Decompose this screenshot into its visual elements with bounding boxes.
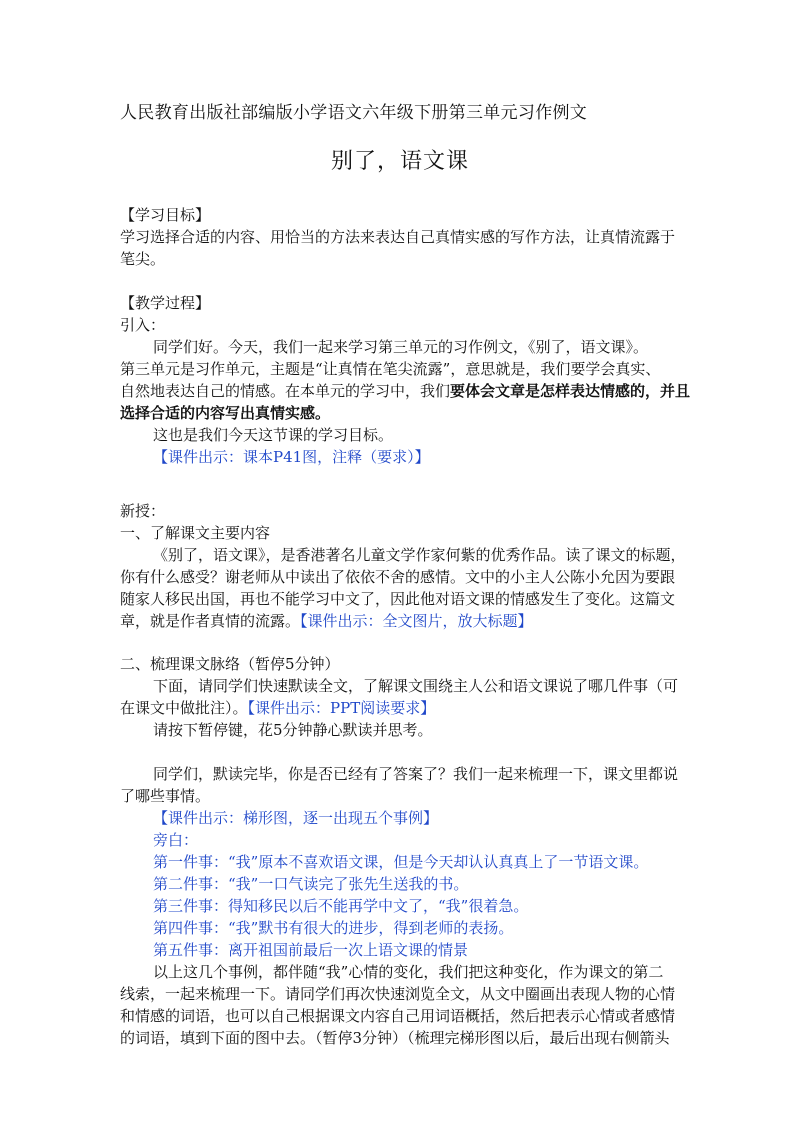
paragraph-line: 请按下暂停键，花5分钟静心默读并思考。 <box>153 721 433 739</box>
goals-text-line: 笔尖。 <box>120 250 166 268</box>
new-lesson-label: 新授： <box>120 502 166 520</box>
paragraph-line <box>120 697 435 719</box>
paragraph-line: 的词语，填到下面的图中去。（暂停3分钟）（梳理完梯形图以后，最后出现右侧箭头 <box>120 1029 670 1047</box>
paragraph-line: 第三单元是习作单元，主题是“让真情在笔尖流露”，意思就是，我们要学会真实、 <box>120 360 661 378</box>
paragraph-line: 以上这几个事例，都伴随“我”心情的变化，我们把这种变化，作为课文的第二 <box>153 963 664 981</box>
section-heading: 二、梳理课文脉络（暂停5分钟） <box>120 655 340 673</box>
paragraph-line: 同学们好。今天，我们一起来学习第三单元的习作例文，《别了，语文课》。 <box>153 338 649 356</box>
document-title: 别了，语文课 <box>330 149 469 174</box>
courseware-note: 【课件出示：全文图片，放大标题】 <box>300 612 533 630</box>
event-item: 第一件事：“我”原本不喜欢语文课，但是今天却认认真真上了一节语文课。 <box>153 853 649 871</box>
courseware-note: 【课件出示：梯形图，逐一出现五个事例】 <box>153 809 439 827</box>
paragraph-line: 线索，一起来梳理一下。请同学们再次快速浏览全文，从文中圈画出表现人物的心情 <box>120 985 676 1003</box>
section-heading: 一、了解课文主要内容 <box>120 524 271 542</box>
narration-label: 旁白： <box>153 831 199 849</box>
event-item: 第四件事：“我”默书有很大的进步，得到老师的表扬。 <box>153 919 514 937</box>
goals-text-line: 学习选择合适的内容、用恰当的方法来表达自己真情实感的写作方法，让真情流露于 <box>120 228 676 246</box>
event-item: 第五件事：离开祖国前最后一次上语文课的情景 <box>153 941 469 959</box>
courseware-note: 【课件出示：课本P41图，注释（要求）】 <box>153 448 430 466</box>
courseware-note: 【课件出示：PPT阅读要求】 <box>247 699 436 717</box>
paragraph-line <box>120 610 533 632</box>
event-item: 第三件事：得知移民以后不能再学中文了，“我”很着急。 <box>153 897 529 915</box>
paragraph-text: 在课文中做批注）。 <box>120 699 248 717</box>
paragraph-line: 同学们，默读完毕，你是否已经有了答案了？我们一起来梳理一下，课文里都说 <box>153 765 679 783</box>
emphasis-line: 选择合适的内容写出真情实感。 <box>120 404 331 422</box>
paragraph-text: 章，就是作者真情的流露。 <box>120 612 301 630</box>
paragraph-line: 和情感的词语，也可以自己根据课文内容自己用词语概括，然后把表示心情或者感情 <box>120 1007 676 1025</box>
paragraph-line: 下面，请同学们快速默读全文，了解课文围绕主人公和语文课说了哪几件事（可 <box>153 677 679 695</box>
paragraph-line: 随家人移民出国，再也不能学习中文了，因此他对语文课的情感发生了变化。这篇文 <box>120 590 676 608</box>
event-item: 第二件事：“我”一口气读完了张先生送我的书。 <box>153 875 469 893</box>
goals-heading: 【学习目标】 <box>120 206 211 224</box>
document-header: 人民教育出版社部编版小学语文六年级下册第三单元习作例文 <box>120 103 588 123</box>
paragraph-text: 自然地表达自己的情感。在本单元的学习中，我们 <box>120 382 451 400</box>
intro-label: 引入： <box>120 316 166 334</box>
emphasis-text: 要体会文章是怎样表达情感的，并且 <box>450 382 691 400</box>
paragraph-line <box>120 380 690 402</box>
paragraph-line: 这也是我们今天这节课的学习目标。 <box>153 426 394 444</box>
paragraph-line: 了哪些事情。 <box>120 787 211 805</box>
paragraph-line: 你有什么感受？谢老师从中读出了依依不舍的感情。文中的小主人公陈小允因为要跟 <box>120 568 676 586</box>
paragraph-line: 《别了，语文课》，是香港著名儿童文学作家何紫的优秀作品。读了课文的标题， <box>153 546 686 564</box>
process-heading: 【教学过程】 <box>120 294 211 312</box>
